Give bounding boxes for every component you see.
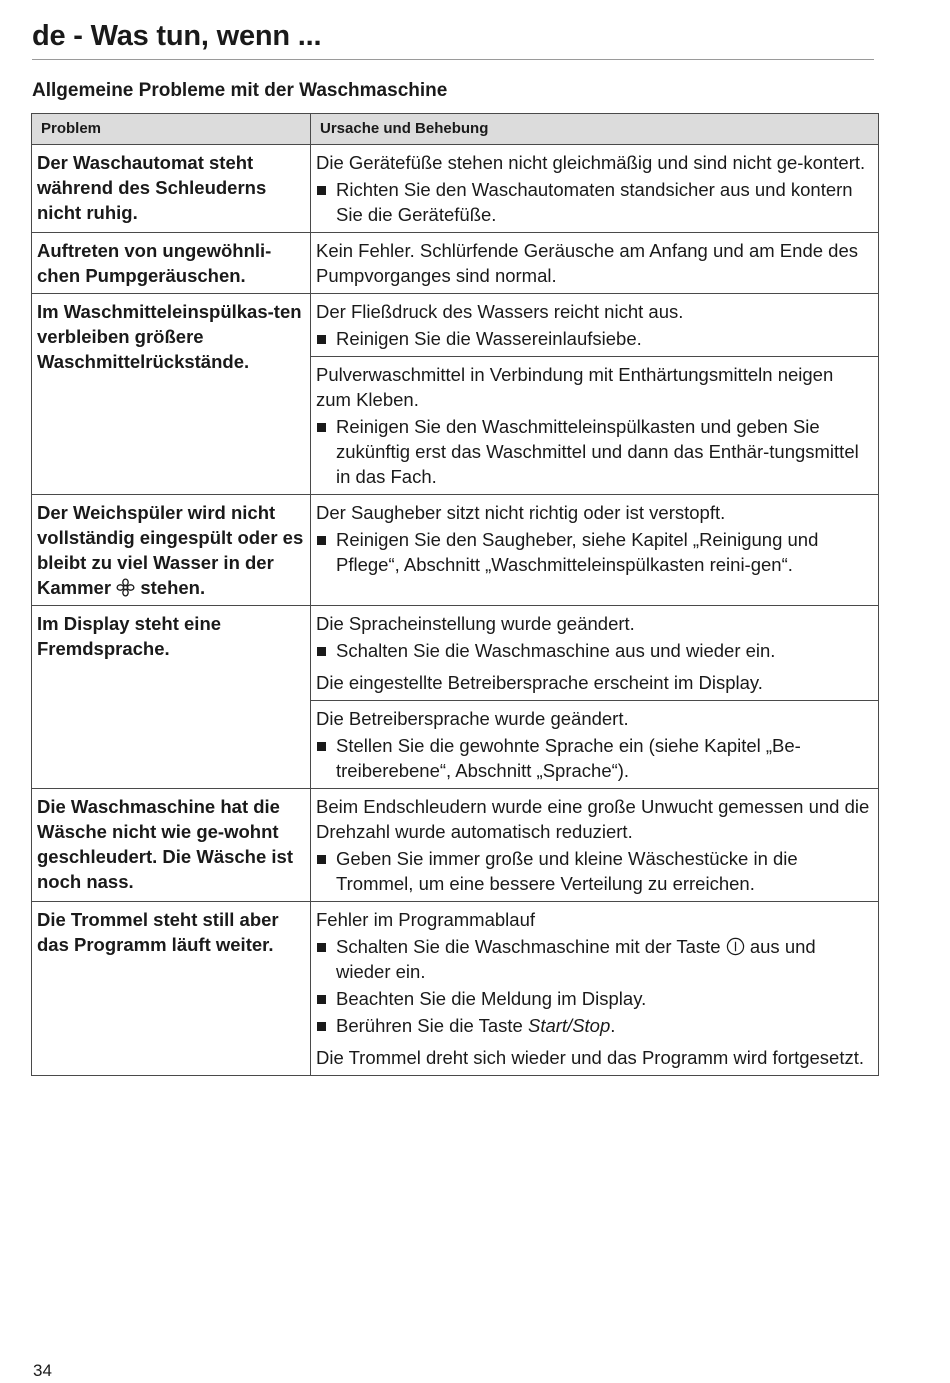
- problem-cell: [32, 495, 311, 606]
- column-header-problem: Problem: [32, 114, 311, 145]
- remedy-text: aus und wieder ein.: [336, 936, 816, 982]
- table-row: [32, 789, 879, 902]
- problem-text: Der Weichspüler wird nicht vollständig eingespült oder es bleibt zu viel Wasser in der Kammer: [37, 502, 304, 598]
- section-title: Allgemeine Probleme mit der Waschmaschine: [32, 80, 448, 101]
- remedy-text: Reinigen Sie den Saugheber, siehe Kapitel „Reinigung und Pflege“, Abschnitt „Waschmitteleinspülkasten reini-gen“.: [336, 529, 819, 575]
- problem-text: stehen.: [140, 577, 206, 598]
- remedy-text: Schalten Sie die Waschmaschine aus und wieder ein.: [336, 640, 776, 661]
- cause-text: Der Saugheber sitzt nicht richtig oder ist verstopft.: [316, 502, 726, 523]
- table-row: [32, 294, 879, 357]
- table-row: [32, 145, 879, 233]
- bullet-square-icon: [317, 335, 326, 344]
- remedy-item: [316, 846, 872, 896]
- cause-text: Beim Endschleudern wurde eine große Unwucht gemessen und die Drehzahl wurde automatisch reduziert.: [316, 796, 870, 842]
- bullet-square-icon: [317, 1022, 326, 1031]
- remedy-text: Richten Sie den Waschautomaten standsicher aus und kontern Sie die Gerätefüße.: [336, 179, 853, 225]
- cause-result-text: Die eingestellte Betreibersprache erscheint im Display.: [316, 672, 763, 693]
- cause-cell: [311, 701, 879, 789]
- cause-result-text: Die Trommel dreht sich wieder und das Programm wird fortgesetzt.: [316, 1047, 865, 1068]
- cause-text: Der Fließdruck des Wassers reicht nicht aus.: [316, 301, 684, 322]
- header-divider: [32, 59, 874, 60]
- remedy-item: [316, 414, 872, 489]
- bullet-square-icon: [317, 423, 326, 432]
- remedy-text: Reinigen Sie die Wassereinlaufsiebe.: [336, 328, 642, 349]
- cause-text: Pulverwaschmittel in Verbindung mit Enthärtungsmitteln neigen zum Kleben.: [316, 364, 834, 410]
- troubleshooting-table: [31, 113, 879, 1076]
- remedy-item: [316, 1013, 872, 1038]
- power-button-icon: [726, 937, 745, 956]
- bullet-square-icon: [317, 995, 326, 1004]
- cause-cell: [311, 789, 879, 902]
- remedy-text: .: [610, 1015, 616, 1036]
- remedy-item: [316, 527, 872, 577]
- problem-cell: Die Trommel steht still aber das Programm läuft weiter.: [32, 902, 311, 1076]
- button-label-start-stop: Start/Stop: [527, 1015, 611, 1036]
- remedy-text: Reinigen Sie den Waschmitteleinspülkasten und geben Sie zukünftig erst das Waschmittel und dann das Enthär-tungsmittel in das Fach.: [336, 416, 859, 487]
- bullet-square-icon: [317, 742, 326, 751]
- cause-text: Die Betreibersprache wurde geändert.: [316, 708, 629, 729]
- remedy-text: Beachten Sie die Meldung im Display.: [336, 988, 647, 1009]
- cause-cell: [311, 495, 879, 606]
- cause-cell: [311, 233, 879, 294]
- bullet-square-icon: [317, 536, 326, 545]
- cause-text: Fehler im Programmablauf: [316, 909, 535, 930]
- page-title: de - Was tun, wenn ...: [32, 20, 322, 52]
- table-row: [32, 902, 879, 1076]
- problem-cell: Die Waschmaschine hat die Wäsche nicht wie ge-wohnt geschleudert. Die Wäsche ist noch nass.: [32, 789, 311, 902]
- bullet-square-icon: [317, 647, 326, 656]
- remedy-text: Geben Sie immer große und kleine Wäschestücke in die Trommel, um eine bessere Verteilung zu erreichen.: [336, 848, 798, 894]
- table-header-row: [32, 114, 879, 145]
- cause-cell: [311, 294, 879, 357]
- table-row: [32, 495, 879, 606]
- remedy-text: Stellen Sie die gewohnte Sprache ein (siehe Kapitel „Be-treiberebene“, Abschnitt „Sprache“).: [336, 735, 801, 781]
- cause-text: Die Spracheinstellung wurde geändert.: [316, 613, 635, 634]
- page-number: 34: [33, 1361, 52, 1380]
- remedy-text: Schalten Sie die Waschmaschine mit der Taste: [336, 936, 721, 957]
- remedy-item: [316, 326, 872, 351]
- table-row: [32, 233, 879, 294]
- table-row: [32, 606, 879, 701]
- remedy-item: [316, 638, 872, 663]
- cause-cell: [311, 145, 879, 233]
- problem-cell: Der Waschautomat steht während des Schleuderns nicht ruhig.: [32, 145, 311, 233]
- bullet-square-icon: [317, 855, 326, 864]
- problem-cell: Im Display steht eine Fremdsprache.: [32, 606, 311, 789]
- cause-cell: [311, 606, 879, 701]
- remedy-text: Berühren Sie die Taste: [336, 1015, 523, 1036]
- column-header-cause: Ursache und Behebung: [311, 114, 879, 145]
- problem-cell: Im Waschmitteleinspülkas-ten verbleiben größere Waschmittelrückstände.: [32, 294, 311, 495]
- softener-flower-icon: [116, 578, 135, 597]
- remedy-item: [316, 733, 872, 783]
- problem-cell: Auftreten von ungewöhnli-chen Pumpgeräuschen.: [32, 233, 311, 294]
- bullet-square-icon: [317, 943, 326, 952]
- cause-cell: [311, 902, 879, 1076]
- cause-cell: [311, 357, 879, 495]
- remedy-item: [316, 986, 872, 1011]
- bullet-square-icon: [317, 186, 326, 195]
- cause-text: Die Gerätefüße stehen nicht gleichmäßig und sind nicht ge-kontert.: [316, 152, 866, 173]
- cause-text: Kein Fehler. Schlürfende Geräusche am Anfang und am Ende des Pumpvorganges sind normal.: [316, 240, 858, 286]
- remedy-item: [316, 934, 872, 984]
- remedy-item: [316, 177, 872, 227]
